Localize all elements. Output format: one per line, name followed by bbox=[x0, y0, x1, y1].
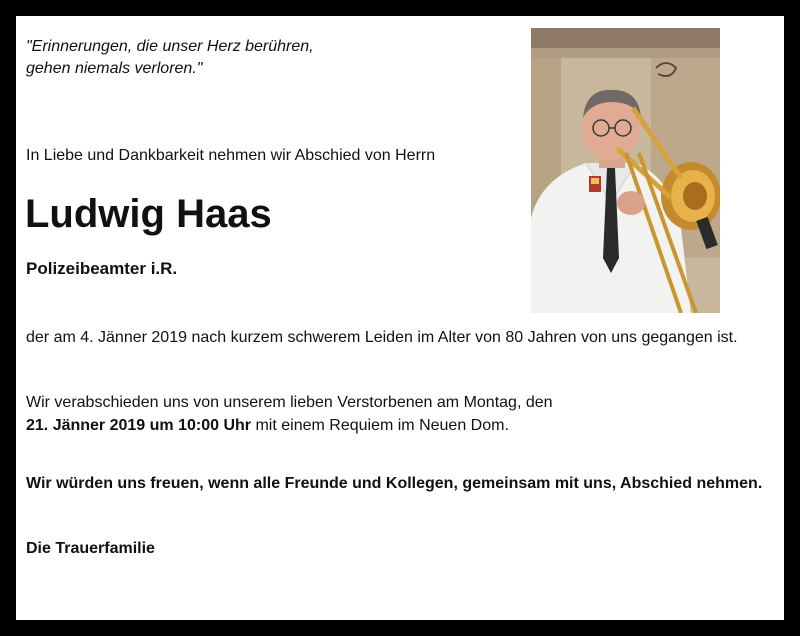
requiem-text: Wir verabschieden uns von unserem lieben Verstorbenen am Montag, den bbox=[26, 394, 553, 411]
obituary-notice bbox=[16, 16, 784, 620]
invitation-paragraph: Wir würden uns freuen, wenn alle Freunde und Kollegen, gemeinsam mit uns, Abschied nehmen. bbox=[26, 475, 763, 492]
signature: Die Trauerfamilie bbox=[26, 540, 155, 557]
memorial-quote: "Erinnerungen, die unser Herz berühren, gehen niemals verloren." bbox=[26, 38, 314, 77]
portrait-photo bbox=[531, 28, 720, 313]
farewell-intro: In Liebe und Dankbarkeit nehmen wir Abschied von Herrn bbox=[26, 147, 436, 164]
deceased-title: Polizeibeamter i.R. bbox=[26, 259, 178, 278]
requiem-location: mit einem Requiem im Neuen Dom. bbox=[251, 417, 509, 434]
requiem-paragraph bbox=[26, 391, 766, 437]
deceased-name: Ludwig Haas bbox=[25, 192, 272, 236]
requiem-date: 21. Jänner 2019 um 10:00 Uhr bbox=[26, 417, 252, 434]
passing-paragraph: der am 4. Jänner 2019 nach kurzem schwerem Leiden im Alter von 80 Jahren von uns gegangen ist. bbox=[26, 329, 738, 346]
